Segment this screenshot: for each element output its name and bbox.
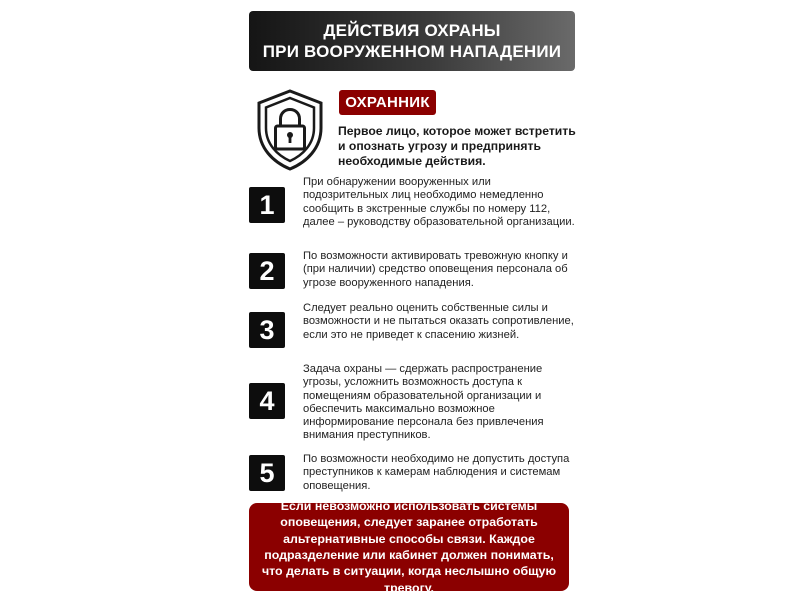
shield-lock-icon <box>254 88 326 172</box>
title-line-1: ДЕЙСТВИЯ ОХРАНЫ <box>323 21 501 40</box>
role-description: Первое лицо, которое может встретить и опознать угрозу и предпринять необходимые действия. <box>338 124 576 168</box>
warning-note <box>249 498 569 595</box>
step-2-text: По возможности активировать тревожную кнопку и (при наличии) средство оповещения персонала об угрозе вооруженного нападения. <box>303 250 568 289</box>
page-title <box>249 11 575 71</box>
step-4-text: Задача охраны — сдержать распространение угрозы, усложнить возможность доступа к помещениям образовательной организации и обеспечить максимально возможное информирование персонала без привлечения внимания преступников. <box>303 363 544 442</box>
title-line-2: ПРИ ВООРУЖЕННОМ НАПАДЕНИИ <box>262 42 562 61</box>
role-badge: ОХРАННИК <box>339 90 436 115</box>
step-3-number: 3 <box>249 312 285 348</box>
step-3-text: Следует реально оценить собственные силы и возможности и не пытаться оказать сопротивление, если это не приведет к спасению жизней. <box>303 302 574 341</box>
step-1-text: При обнаружении вооруженных или подозрительных лиц необходимо немедленно сообщить в экстренные службы по номеру 112, далее – руководству образовательной организации. <box>303 176 575 228</box>
warning-note-text: Если невозможно использовать системы оповещения, следует заранее отработать альтернативные способы связи. Каждое подразделение или кабинет должен понимать, что делать в ситуации, когда неслышно общую тревогу. <box>261 498 557 595</box>
step-1-number: 1 <box>249 187 285 223</box>
step-2-number: 2 <box>249 253 285 289</box>
step-5-text: По возможности необходимо не допустить доступа преступников к камерам наблюдения и системам оповещения. <box>303 453 570 492</box>
step-4-number: 4 <box>249 383 285 419</box>
step-5-number: 5 <box>249 455 285 491</box>
